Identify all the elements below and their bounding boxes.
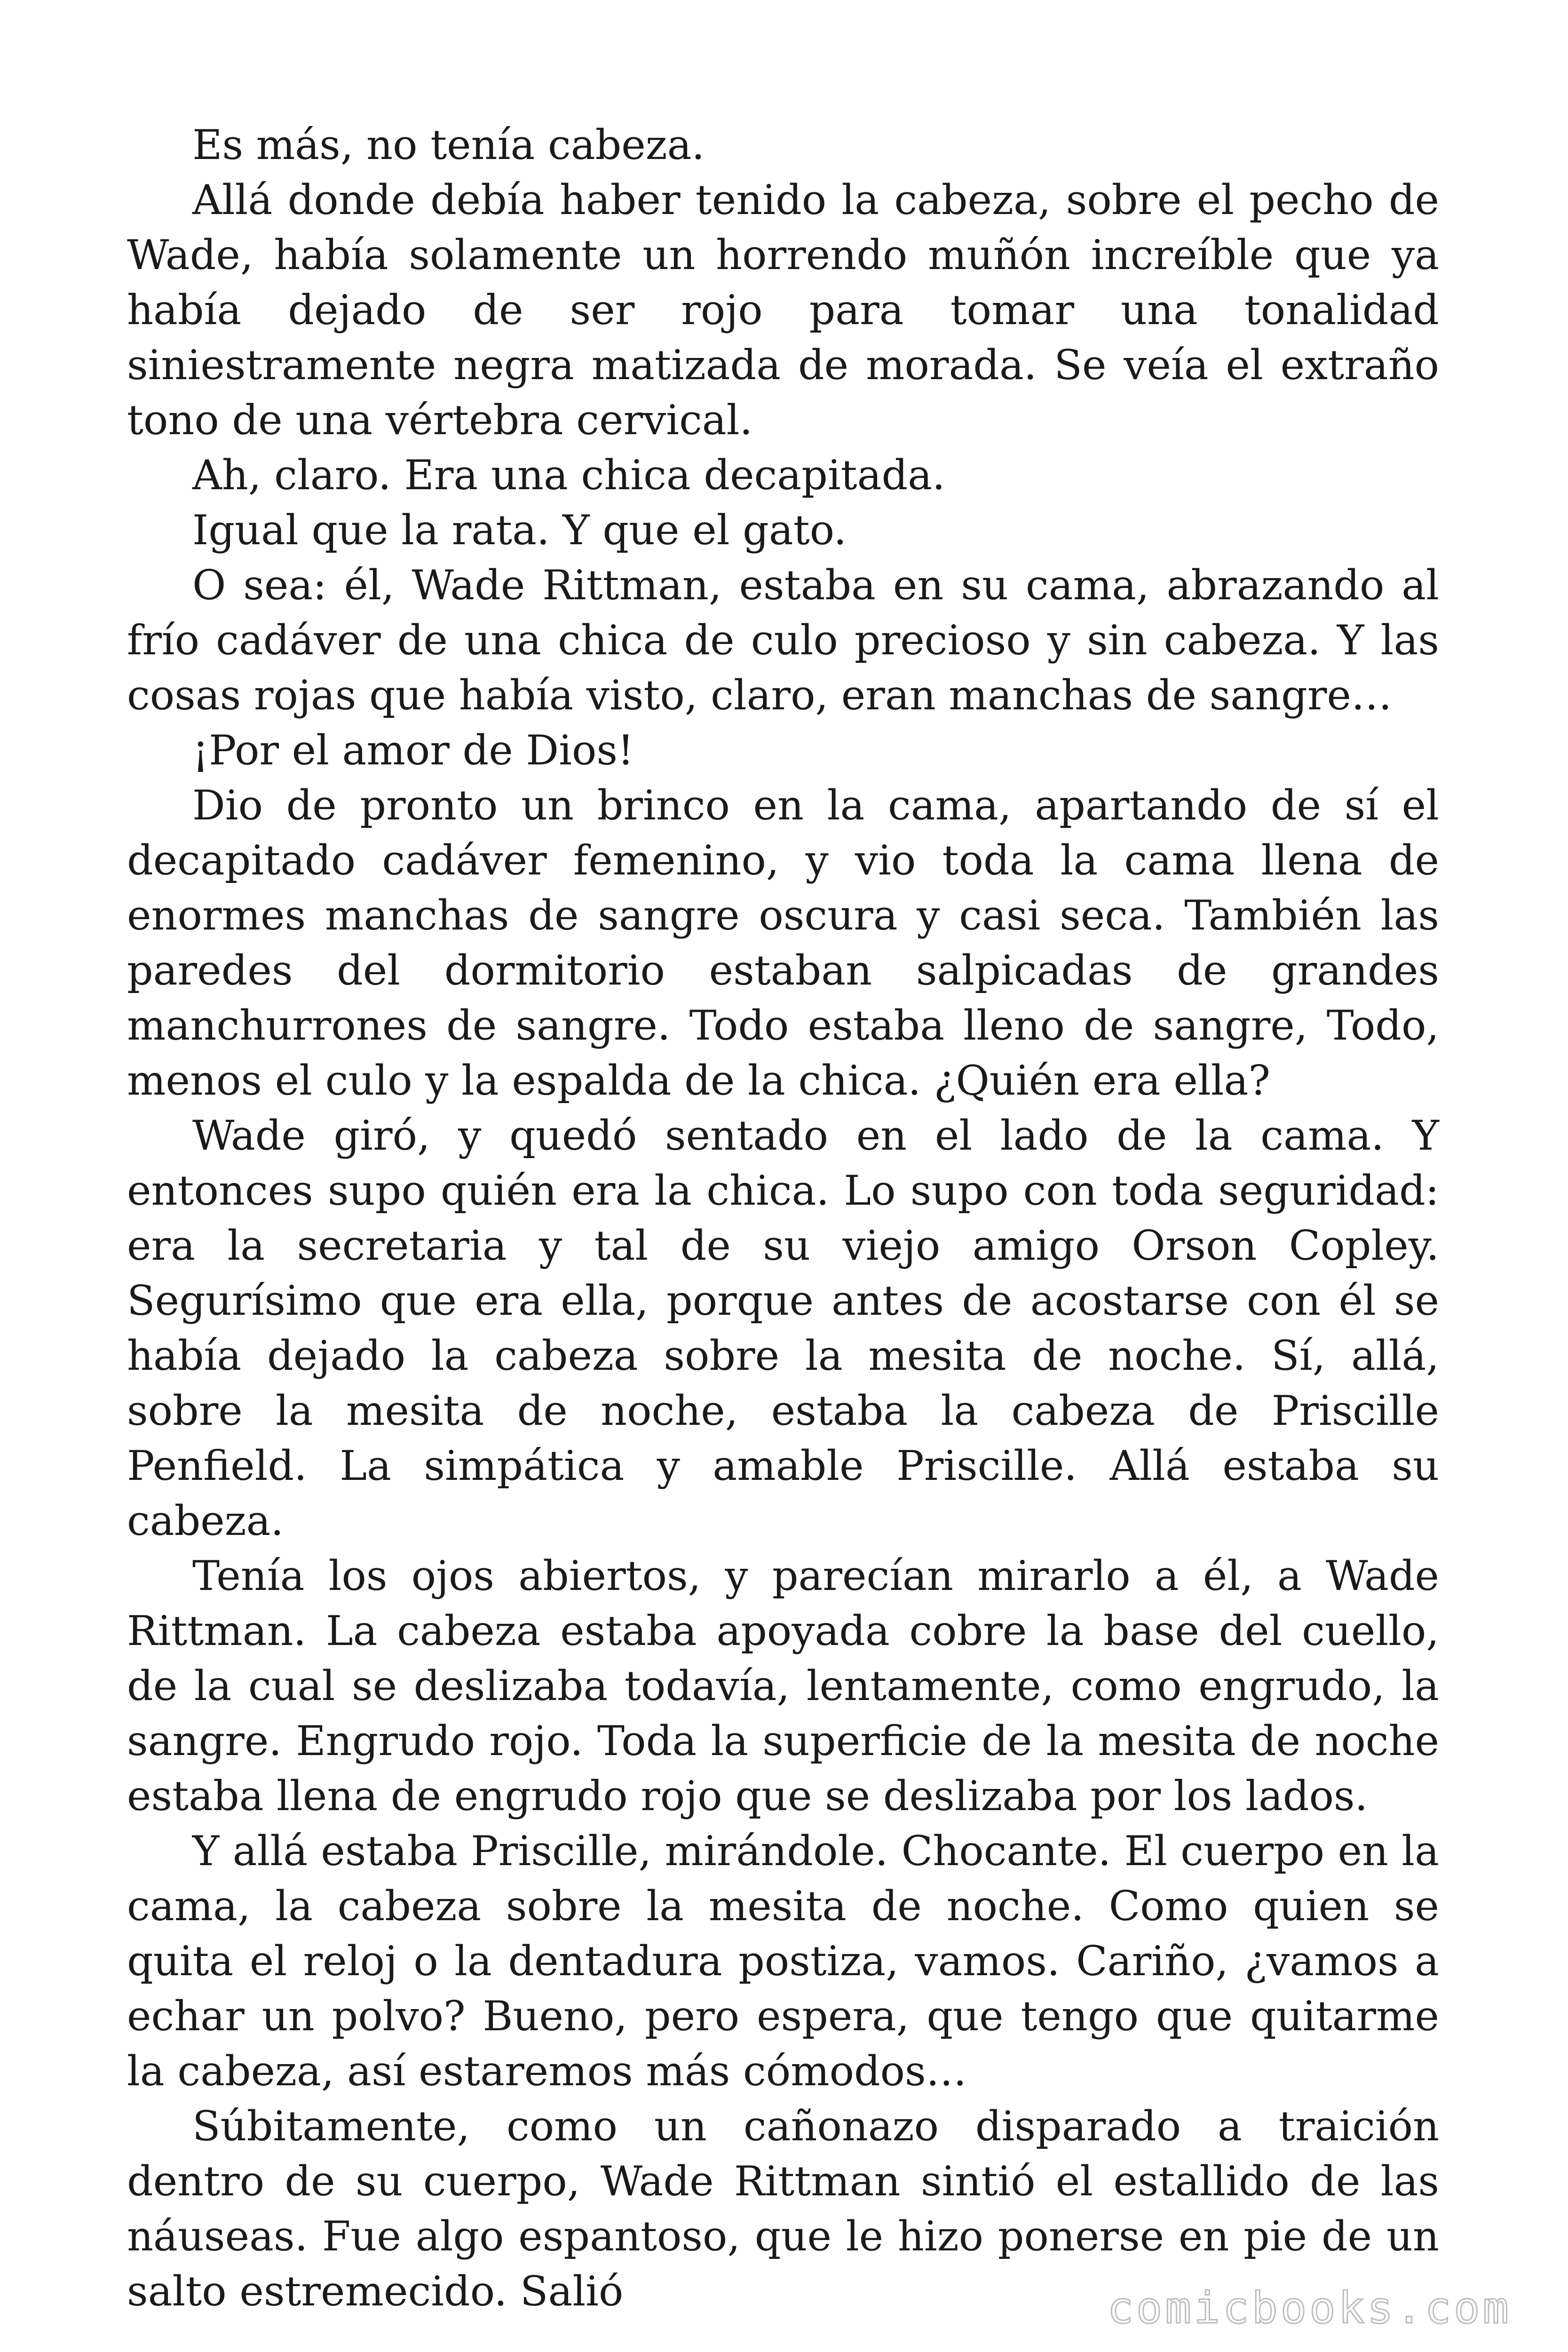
page-body-text — [127, 118, 1439, 2319]
paragraph: Y allá estaba Priscille, mirándole. Chocante. El cuerpo en la cama, la cabeza sobre la mesita de noche. Como quien se quita el reloj o la dentadura postiza, vamos. Cariño, ¿vamos a echar un polvo? Bueno, pero espera, que tengo que quitarme la cabeza, así estaremos más cómodos… — [127, 1827, 1439, 2095]
paragraph: Es más, no tenía cabeza. — [192, 121, 705, 169]
paragraph: Súbitamente, como un cañonazo disparado a traición dentro de su cuerpo, Wade Rittman sintió el estallido de las náuseas. Fue algo espantoso, que le hizo ponerse en pie de un salto estremecido. Salió — [127, 2102, 1439, 2315]
paragraph: O sea: él, Wade Rittman, estaba en su cama, abrazando al frío cadáver de una chica de culo precioso y sin cabeza. Y las cosas rojas que había visto, claro, eran manchas de sangre… — [127, 561, 1439, 719]
paragraph: Tenía los ojos abiertos, y parecían mirarlo a él, a Wade Rittman. La cabeza estaba apoyada cobre la base del cuello, de la cual se deslizaba todavía, lentamente, como engrudo, la sangre. Engrudo rojo. Toda la superficie de la mesita de noche estaba llena de engrudo rojo que se deslizaba por los lados. — [127, 1552, 1439, 1820]
paragraph: Igual que la rata. Y que el gato. — [192, 506, 847, 554]
paragraph: Allá donde debía haber tenido la cabeza, sobre el pecho de Wade, había solamente un horrendo muñón increíble que ya había dejado de ser rojo para tomar una tonalidad siniestramente negra matizada de morada. Se veía el extraño tono de una vértebra cervical. — [127, 176, 1439, 444]
paragraph: ¡Por el amor de Dios! — [192, 726, 634, 774]
watermark: comicbooks.com — [1107, 2283, 1512, 2333]
paragraph: Dio de pronto un brinco en la cama, apartando de sí el decapitado cadáver femenino, y vio toda la cama llena de enormes manchas de sangre oscura y casi seca. También las paredes del dormitorio estaban salpicadas de grandes manchurrones de sangre. Todo estaba lleno de sangre, Todo, menos el culo y la espalda de la chica. ¿Quién era ella? — [127, 781, 1439, 1104]
paragraph: Wade giró, y quedó sentado en el lado de la cama. Y entonces supo quién era la chica. Lo supo con toda seguridad: era la secretaria y tal de su viejo amigo Orson Copley. Segurísimo que era ella, porque antes de acostarse con él se había dejado la cabeza sobre la mesita de noche. Sí, allá, sobre la mesita de noche, estaba la cabeza de Priscille Penfield. La simpática y amable Priscille. Allá estaba su cabeza. — [127, 1112, 1439, 1545]
paragraph: Ah, claro. Era una chica decapitada. — [192, 451, 945, 499]
